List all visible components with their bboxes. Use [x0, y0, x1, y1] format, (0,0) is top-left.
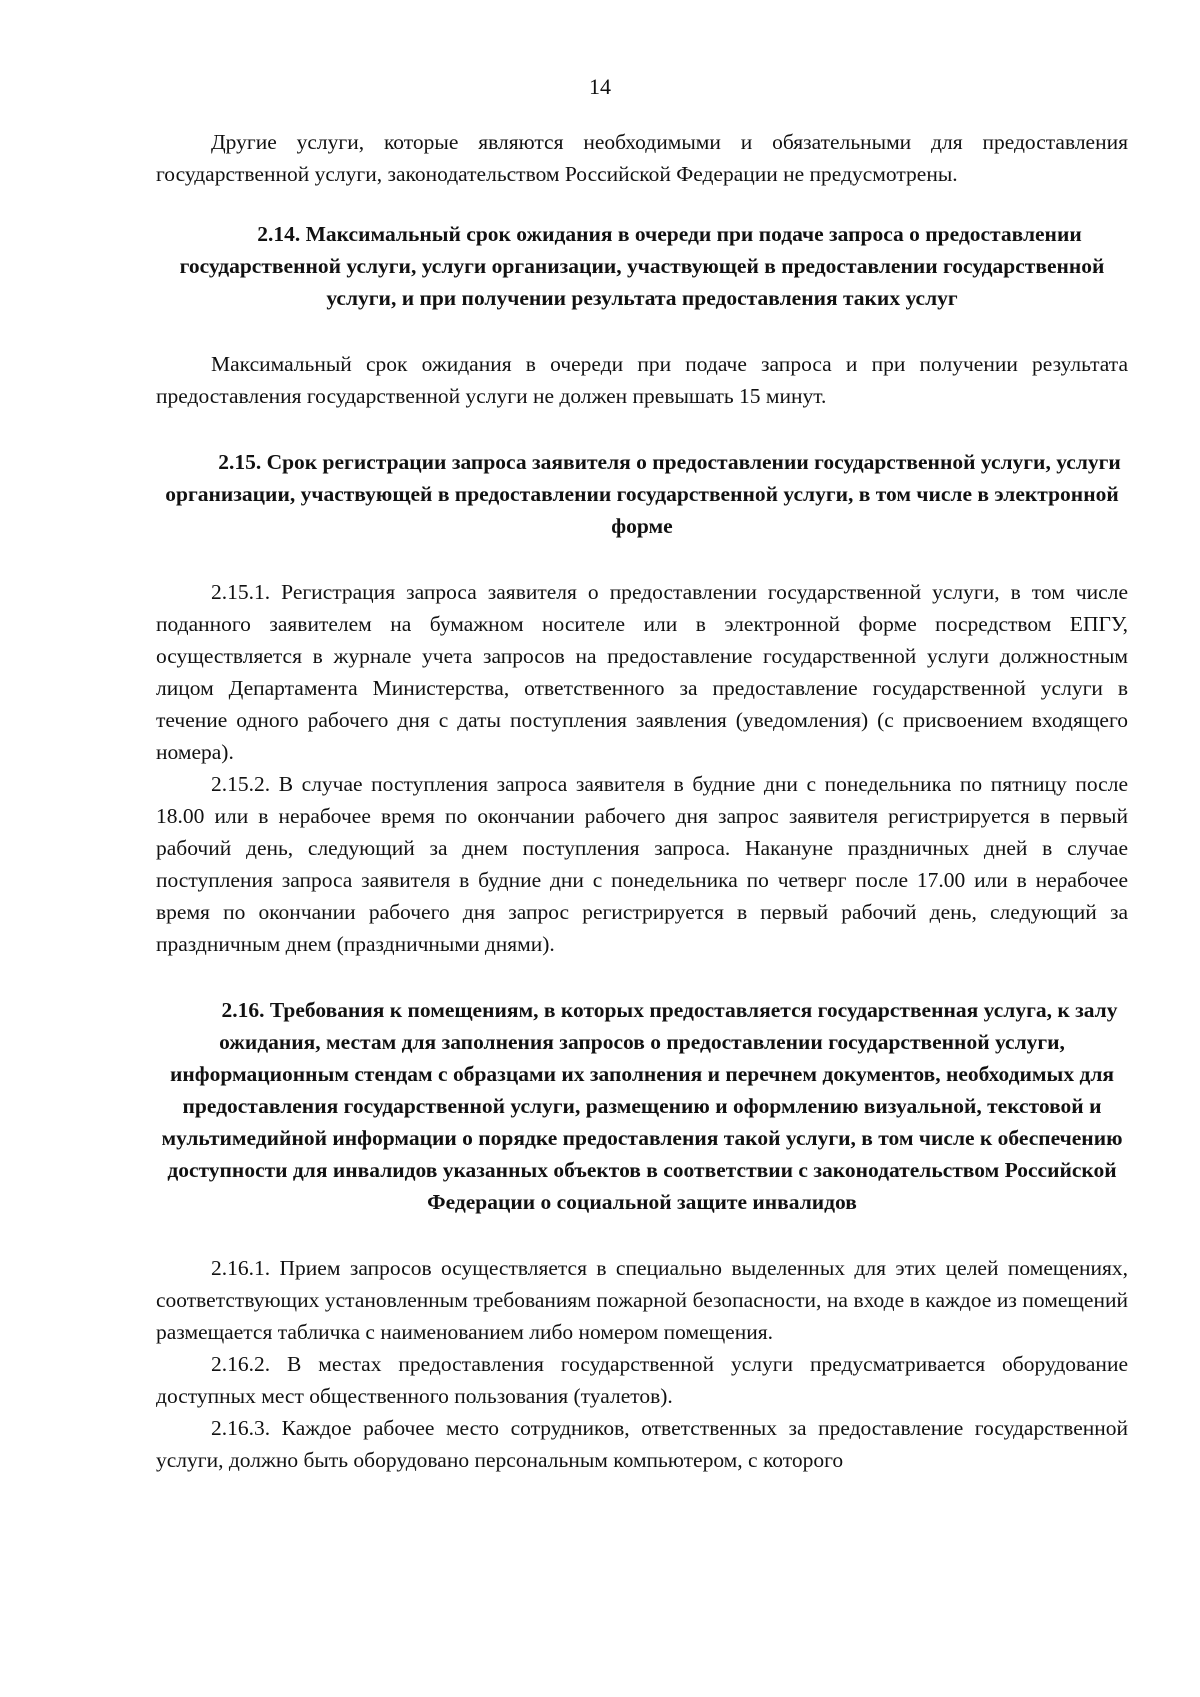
spacer — [156, 412, 1128, 446]
section-heading-2-15: 2.15. Срок регистрации запроса заявителя о предоставлении государственной услуги, услуги организации, участвующей в предоставлении государственной услуги, в том числе в электронной форме — [165, 450, 1121, 538]
spacer — [156, 314, 1128, 348]
spacer — [156, 190, 1128, 218]
intro-paragraph: Другие услуги, которые являются необходимыми и обязательными для предоставления государственной услуги, законодательством Российской Федерации не предусмотрены. — [156, 130, 1128, 186]
paragraph-2-16-2: 2.16.2. В местах предоставления государственной услуги предусматривается оборудование доступных мест общественного пользования (туалетов). — [156, 1352, 1128, 1408]
section-heading-2-14: 2.14. Максимальный срок ожидания в очереди при подаче запроса о предоставлении государственной услуги, услуги организации, участвующей в предоставлении государственной услуги, и при получении результата предоставления таких услуг — [179, 222, 1105, 310]
spacer — [156, 1218, 1128, 1252]
spacer — [156, 542, 1128, 576]
paragraph-2-15-2: 2.15.2. В случае поступления запроса заявителя в будние дни с понедельника по пятницу после 18.00 или в нерабочее время по окончании рабочего дня запрос заявителя регистрируется в первый рабочий день, следующий за днем поступления запроса. Накануне праздничных дней в случае поступления запроса заявителя в будние дни с понедельника по четверг после 17.00 или в нерабочее время по окончании рабочего дня запрос регистрируется в первый рабочий день, следующий за праздничным днем (праздничными днями). — [156, 772, 1128, 956]
paragraph-2-14: Максимальный срок ожидания в очереди при подаче запроса и при получении результата предоставления государственной услуги не должен превышать 15 минут. — [156, 352, 1128, 408]
paragraph-2-16-1: 2.16.1. Прием запросов осуществляется в специально выделенных для этих целей помещениях, соответствующих установленным требованиям пожарной безопасности, на входе в каждое из помещений размещается табличка с наименованием либо номером помещения. — [156, 1256, 1128, 1344]
spacer — [156, 960, 1128, 994]
document-content — [156, 126, 1128, 1476]
page-number: 14 — [589, 74, 611, 99]
paragraph-2-15-1: 2.15.1. Регистрация запроса заявителя о предоставлении государственной услуги, в том числе поданного заявителем на бумажном носителе или в электронной форме посредством ЕПГУ, осуществляется в журнале учета запросов на предоставление государственной услуги должностным лицом Департамента Министерства, ответственного за предоставление государственной услуги в течение одного рабочего дня с даты поступления заявления (уведомления) (с присвоением входящего номера). — [156, 580, 1128, 764]
paragraph-2-16-3: 2.16.3. Каждое рабочее место сотрудников, ответственных за предоставление государственной услуги, должно быть оборудовано персональным компьютером, с которого — [156, 1416, 1128, 1472]
section-heading-2-16: 2.16. Требования к помещениям, в которых предоставляется государственная услуга, к залу ожидания, местам для заполнения запросов о предоставлении государственной услуги, информационным стендам с образцами их заполнения и перечнем документов, необходимых для предоставления государственной услуги, размещению и оформлению визуальной, текстовой и мультимедийной информации о порядке предоставления такой услуги, в том числе к обеспечению доступности для инвалидов указанных объектов в соответствии с законодательством Российской Федерации о социальной защите инвалидов — [161, 998, 1123, 1214]
